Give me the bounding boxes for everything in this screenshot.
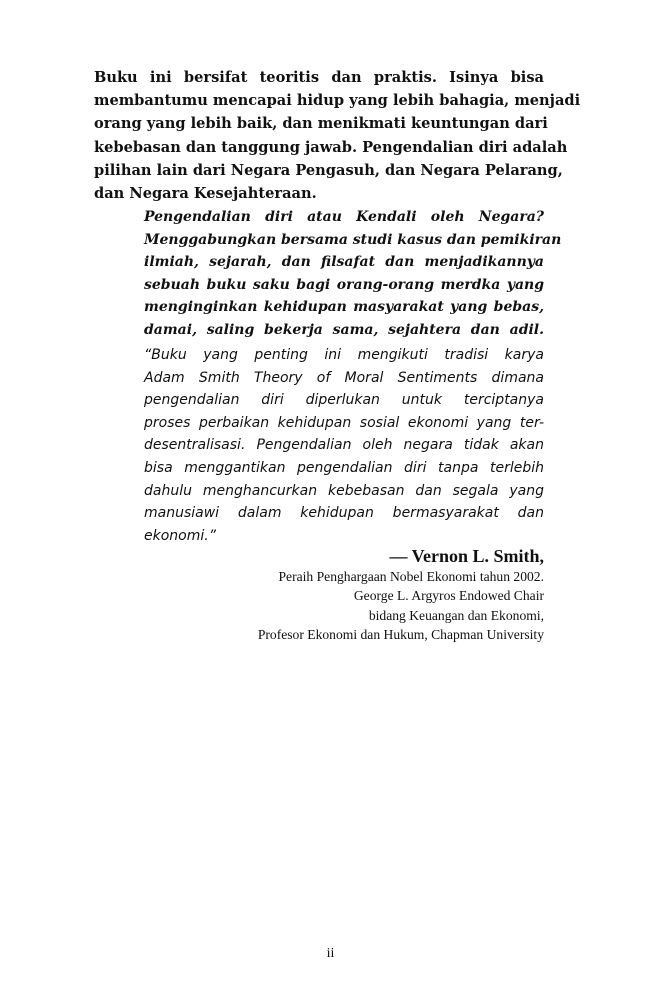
quote-line: manusiawi dalam kehidupan bermasyarakat dan xyxy=(144,505,544,522)
blurb-paragraph xyxy=(144,206,562,342)
intro-line: dan Negara Kesejahteraan. xyxy=(94,185,317,203)
blurb-line: Pengendalian diri atau Kendali oleh Negara? xyxy=(144,209,544,225)
author-credentials xyxy=(258,567,544,645)
quote-line: Adam Smith Theory of Moral Sentiments dimana xyxy=(144,369,544,386)
blurb-line: menginginkan kehidupan masyarakat yang bebas, xyxy=(144,299,544,316)
quote-line: ekonomi.” xyxy=(144,527,216,544)
quote-line: pengendalian diri diperlukan untuk terciptanya xyxy=(144,392,544,409)
intro-line: kebebasan dan tanggung jawab. Pengendalian diri adalah xyxy=(94,138,568,156)
blurb-line: damai, saling bekerja sama, sejahtera dan adil. xyxy=(144,321,544,338)
intro-paragraph xyxy=(94,66,581,205)
blurb-line: Menggabungkan bersama studi kasus dan pemikiran xyxy=(144,231,562,248)
intro-line: orang yang lebih baik, dan menikmati keuntungan dari xyxy=(94,115,548,133)
quote-line: desentralisasi. Pengendalian oleh negara tidak akan xyxy=(144,437,544,454)
credential-line: George L. Argyros Endowed Chair xyxy=(353,588,544,604)
credential-line: bidang Keuangan dan Ekonomi, xyxy=(368,607,544,623)
page-number: ii xyxy=(326,946,335,961)
intro-line: Buku ini bersifat teoritis dan praktis. Isinya bisa xyxy=(94,69,544,86)
quote-line: dahulu menghancurkan kebebasan dan segala yang xyxy=(144,482,544,499)
blurb-line: sebuah buku saku bagi orang-orang merdka yang xyxy=(144,276,544,293)
intro-line: pilihan lain dari Negara Pengasuh, dan Negara Pelarang, xyxy=(94,161,563,179)
credential-line: Profesor Ekonomi dan Hukum, Chapman University xyxy=(257,627,544,643)
intro-line: membantumu mencapai hidup yang lebih bahagia, menjadi xyxy=(94,92,581,110)
quote-author: — Vernon L. Smith, xyxy=(389,546,544,566)
endorsement-quote xyxy=(144,344,544,547)
blurb-line: ilmiah, sejarah, dan filsafat dan menjadikannya xyxy=(144,254,544,271)
credential-line: Peraih Penghargaan Nobel Ekonomi tahun 2002. xyxy=(278,569,544,584)
quote-line: bisa menggantikan pengendalian diri tanpa terlebih xyxy=(144,459,544,476)
quote-line: proses perbaikan kehidupan sosial ekonomi yang ter- xyxy=(144,414,544,431)
quote-line: “Buku yang penting ini mengikuti tradisi karya xyxy=(144,347,544,363)
